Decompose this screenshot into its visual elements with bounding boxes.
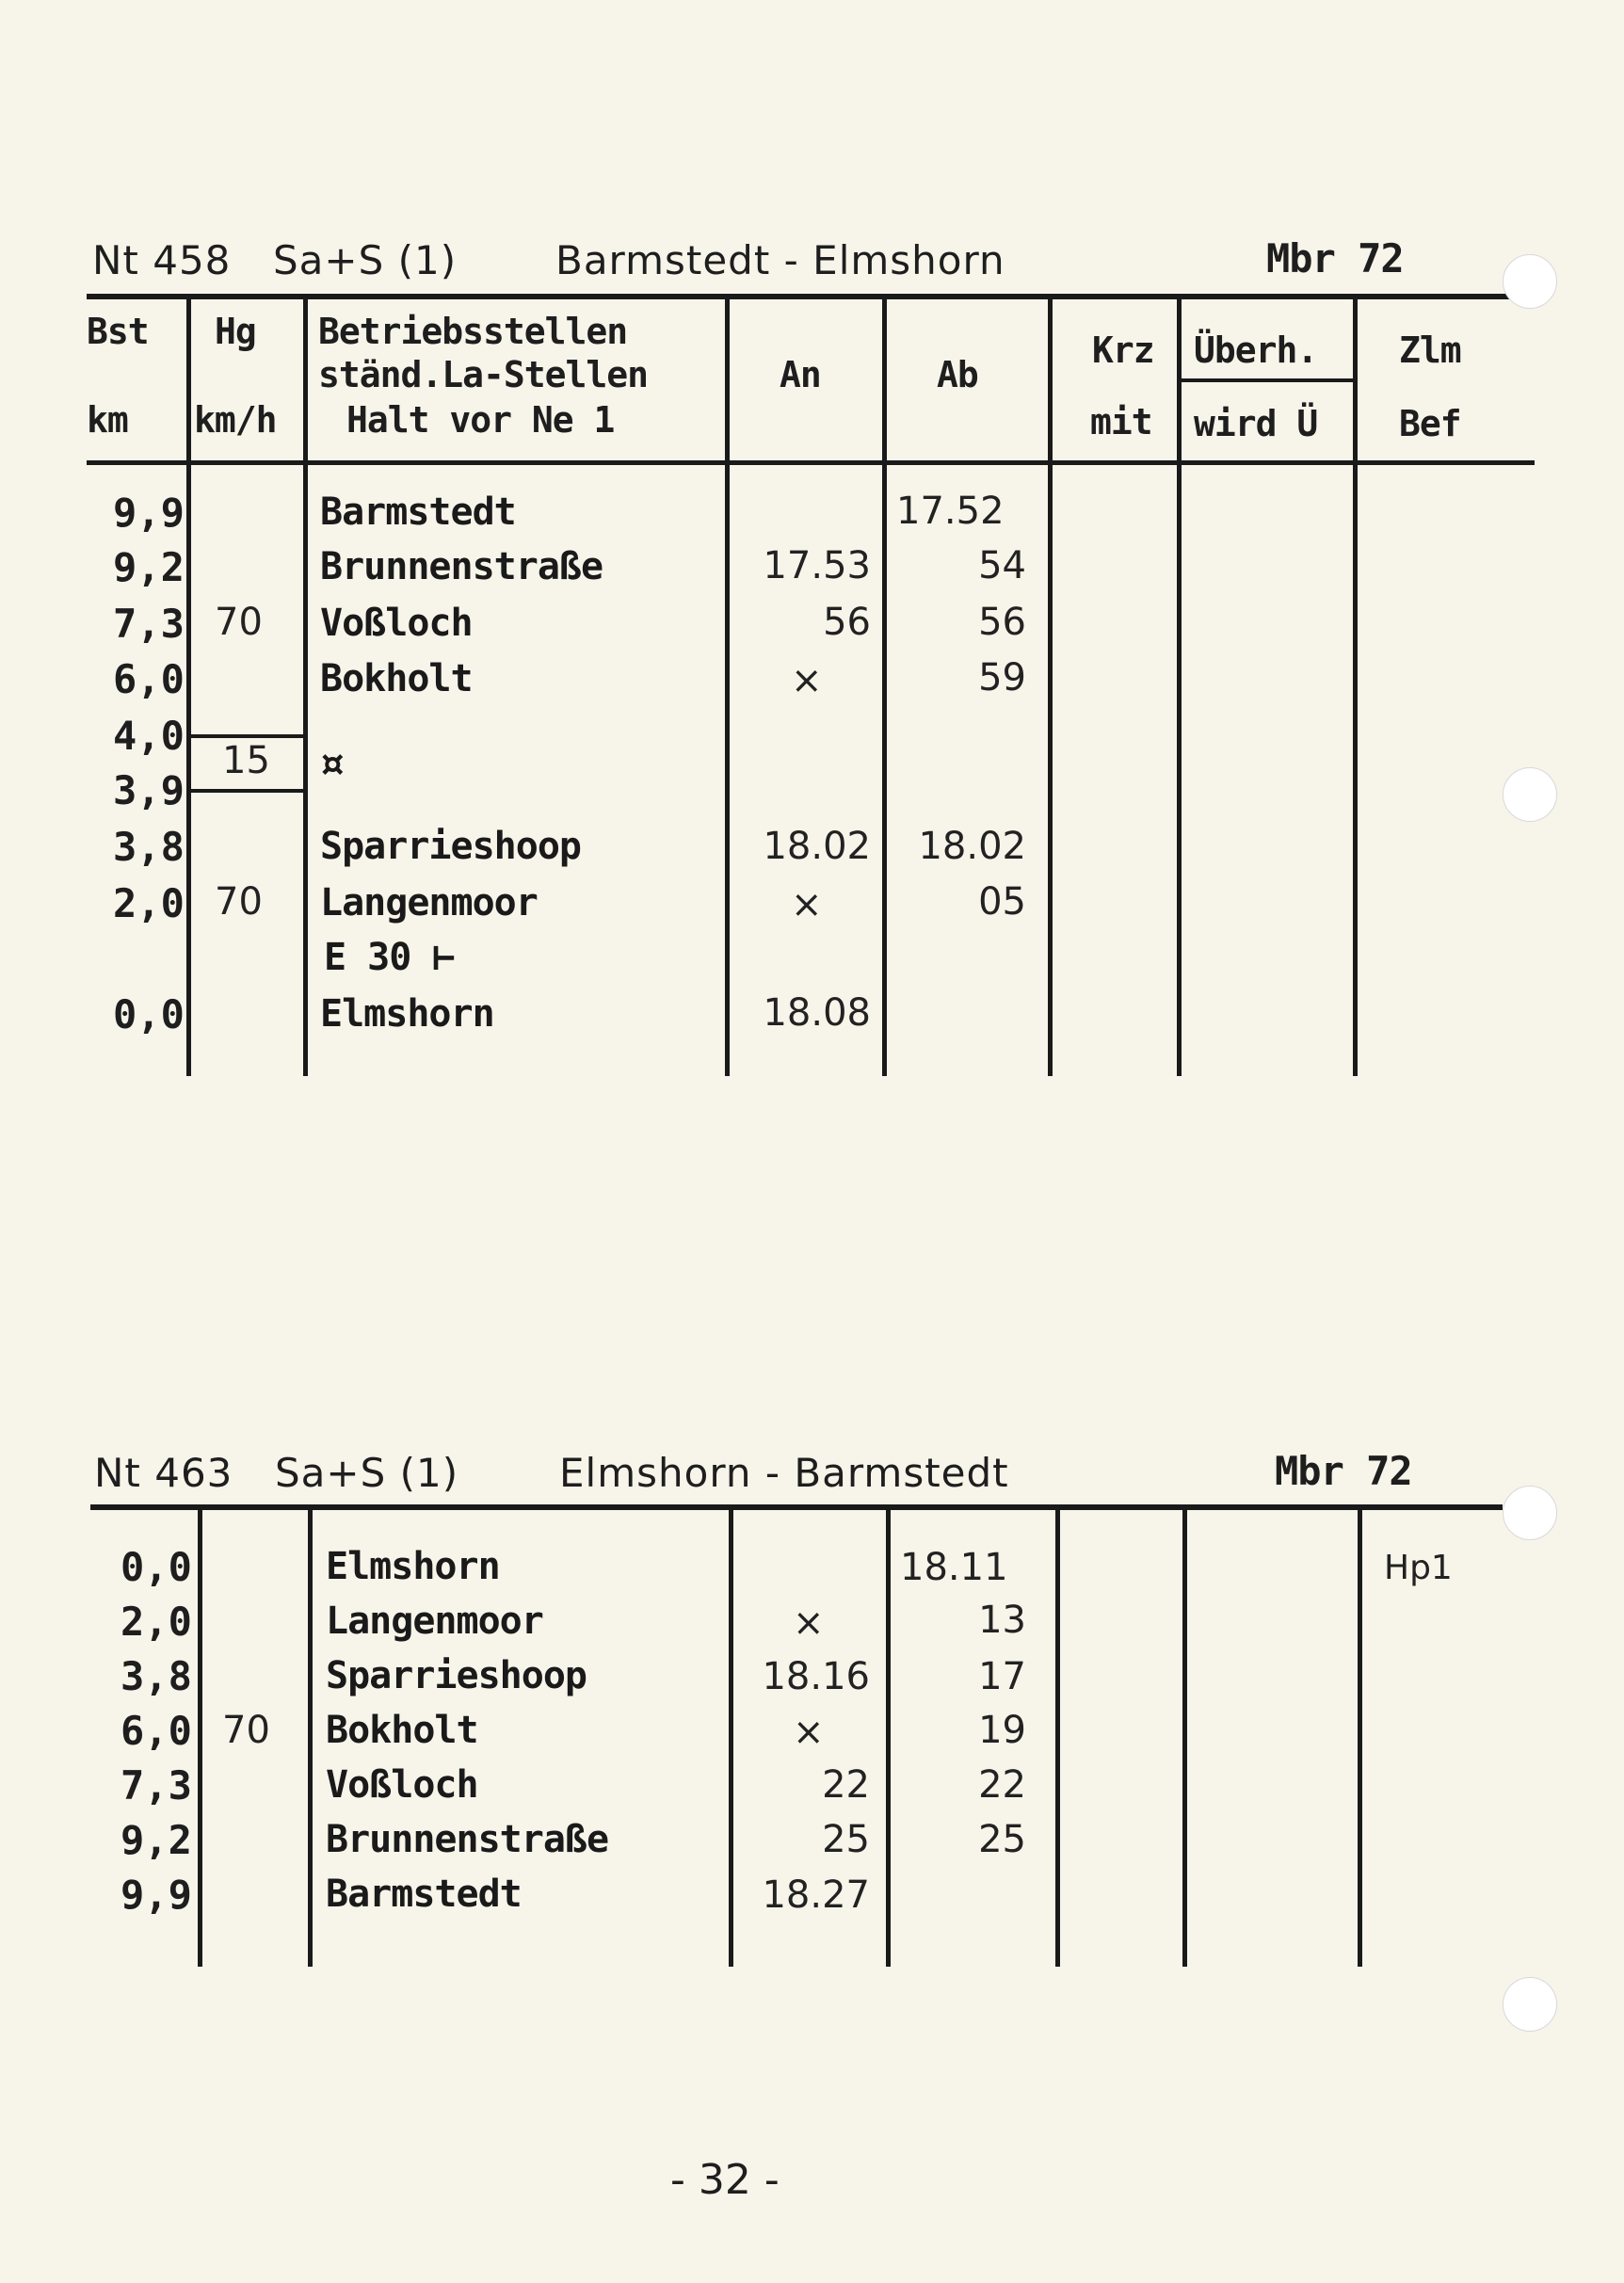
train-route: Barmstedt - Elmshorn — [555, 237, 1005, 283]
row-station: Sparrieshoop — [326, 1654, 587, 1697]
row-station: Barmstedt — [320, 490, 516, 534]
col-head-betr3: Halt vor Ne 1 — [346, 399, 615, 441]
col-divider-ab — [1048, 299, 1053, 1076]
table-top-rule — [90, 1504, 1503, 1510]
row-km: 3,9 — [113, 767, 185, 813]
train-days: Sa+S (1) — [275, 1450, 459, 1496]
col-head-wird: wird Ü — [1194, 403, 1318, 444]
col-divider-an — [886, 1510, 891, 1967]
col-head-kmh: km/h — [194, 399, 277, 441]
train-number: Nt 463 — [94, 1450, 233, 1496]
row-an: 18.27 — [762, 1873, 870, 1917]
col-divider-uberh — [1353, 299, 1358, 1076]
train-number: Nt 458 — [92, 237, 232, 283]
col-head-bef: Bef — [1399, 403, 1461, 444]
row-an: 22 — [822, 1763, 870, 1807]
row-hg: 70 — [215, 880, 263, 924]
row-station: E 30 ⊢ — [324, 936, 455, 979]
row-station: Voßloch — [326, 1763, 478, 1807]
uberh-divider — [1179, 378, 1353, 382]
row-km: 0,0 — [121, 1544, 192, 1590]
row-km: 2,0 — [121, 1599, 192, 1645]
row-station: Brunnenstraße — [326, 1818, 609, 1861]
row-km: 3,8 — [113, 824, 185, 870]
col-divider-km — [198, 1510, 202, 1967]
col-divider-an — [882, 299, 887, 1076]
col-divider-krz — [1182, 1510, 1187, 1967]
row-ab: 25 — [978, 1818, 1026, 1861]
row-an: 18.08 — [763, 991, 871, 1035]
col-head-zlm: Zlm — [1399, 330, 1461, 371]
row-km: 6,0 — [113, 656, 185, 702]
row-ab: 17 — [978, 1655, 1026, 1698]
row-km: 6,0 — [121, 1708, 192, 1754]
col-head-betr2: ständ.La-Stellen — [318, 354, 649, 395]
col-head-krz: Krz — [1092, 330, 1154, 371]
row-an: × — [793, 1601, 825, 1645]
row-station: Brunnenstraße — [320, 545, 603, 588]
row-ab: 13 — [978, 1599, 1026, 1642]
col-divider-uberh — [1358, 1510, 1362, 1967]
row-station: Elmshorn — [320, 992, 494, 1036]
row-ab: 19 — [978, 1709, 1026, 1752]
row-ab: 17.52 — [896, 490, 1005, 533]
page-number: - 32 - — [670, 2156, 780, 2204]
punch-hole — [1503, 254, 1557, 309]
row-km: 2,0 — [113, 880, 185, 926]
col-divider-hg — [308, 1510, 313, 1967]
row-an: 56 — [823, 601, 871, 644]
train-route: Elmshorn - Barmstedt — [559, 1450, 1009, 1496]
col-divider-hg — [303, 299, 308, 1076]
vehicle-type: Mbr 72 — [1266, 235, 1404, 281]
speed-box-top — [188, 734, 306, 738]
row-ab: 54 — [978, 544, 1026, 587]
row-an: × — [791, 659, 823, 702]
col-head-uberh: Überh. — [1194, 330, 1318, 371]
col-head-bst: Bst — [87, 311, 149, 352]
row-km: 9,2 — [113, 544, 185, 590]
row-km: 9,9 — [113, 490, 185, 536]
speed-restriction: 15 — [222, 739, 270, 782]
row-station: Barmstedt — [326, 1873, 522, 1916]
speed-box-bottom — [188, 789, 306, 793]
row-ab: 56 — [978, 601, 1026, 644]
col-head-an: An — [780, 354, 821, 395]
col-head-ab: Ab — [937, 354, 978, 395]
row-station: Langenmoor — [320, 881, 538, 924]
row-station: Bokholt — [320, 657, 473, 700]
row-an: 18.02 — [763, 825, 871, 868]
train-days: Sa+S (1) — [273, 237, 458, 283]
row-km: 4,0 — [113, 713, 185, 759]
level-crossing-icon: ¤ — [318, 737, 345, 790]
punch-hole — [1503, 1486, 1557, 1540]
row-station: Langenmoor — [326, 1600, 543, 1643]
row-ab: 18.02 — [918, 825, 1026, 868]
col-head-mit: mit — [1090, 401, 1152, 442]
col-divider-km — [186, 299, 191, 1076]
row-zlm: Hp1 — [1384, 1549, 1453, 1587]
row-km: 7,3 — [121, 1762, 192, 1809]
row-station: Bokholt — [326, 1709, 478, 1752]
row-an: 17.53 — [763, 544, 871, 587]
row-km: 9,2 — [121, 1817, 192, 1863]
row-km: 7,3 — [113, 601, 185, 647]
punch-hole — [1503, 1977, 1557, 2032]
col-divider-krz — [1177, 299, 1182, 1076]
col-head-betr1: Betriebsstellen — [318, 311, 628, 352]
row-an: 18.16 — [762, 1655, 870, 1698]
col-head-km: km — [87, 399, 128, 441]
row-an: 25 — [822, 1818, 870, 1861]
row-hg: 70 — [222, 1709, 270, 1752]
row-station: Elmshorn — [326, 1545, 500, 1588]
row-ab: 59 — [978, 656, 1026, 699]
punch-hole — [1503, 767, 1557, 822]
vehicle-type: Mbr 72 — [1275, 1448, 1412, 1494]
col-divider-ab — [1055, 1510, 1060, 1967]
row-ab: 18.11 — [900, 1546, 1008, 1589]
row-hg: 70 — [215, 601, 263, 644]
row-ab: 22 — [978, 1763, 1026, 1807]
col-divider-station — [729, 1510, 733, 1967]
col-head-hg: Hg — [215, 311, 256, 352]
row-km: 3,8 — [121, 1653, 192, 1699]
col-divider-station — [725, 299, 730, 1076]
row-station: Sparrieshoop — [320, 825, 581, 868]
row-ab: 05 — [978, 880, 1026, 924]
row-station: Voßloch — [320, 602, 473, 645]
row-an: × — [791, 883, 823, 926]
row-an: × — [793, 1711, 825, 1754]
row-km: 0,0 — [113, 991, 185, 1037]
row-km: 9,9 — [121, 1872, 192, 1918]
